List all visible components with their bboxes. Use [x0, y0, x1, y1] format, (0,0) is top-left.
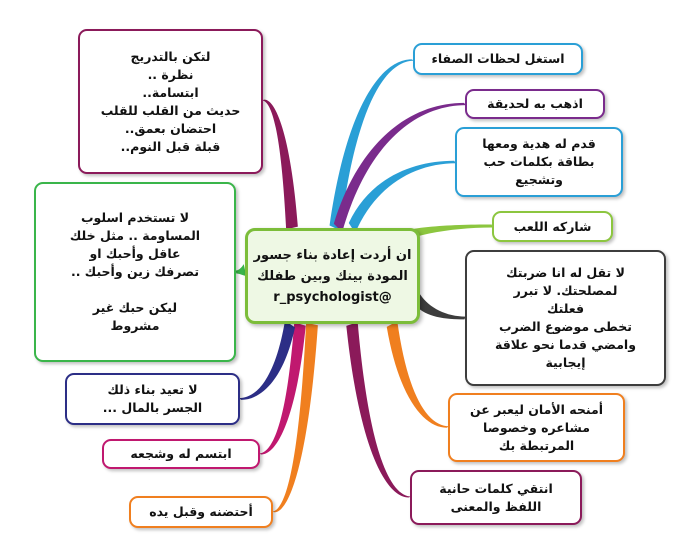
node-play-with-him	[492, 211, 613, 242]
node-no-bargaining-text: لا تستخدم اسلوب المساومة .. مثل خلك عاقل وأحبك او تصرفك زين وأحبك .. ليكن حبك غير مشروط	[69, 210, 201, 333]
node-smile-encourage-text: ابتسم له وشجعه	[130, 446, 232, 461]
node-hug-kiss-hand	[129, 496, 273, 528]
branch-dont-rebuild-money	[239, 321, 295, 400]
node-play-with-him-text: شاركه اللعب	[513, 218, 592, 234]
node-give-gift-text: قدم له هدية ومعها بطاقة بكلمات حب وتشجيع	[482, 136, 596, 187]
node-dont-say-hit	[465, 250, 666, 386]
node-gradually	[78, 29, 263, 174]
node-give-safety	[448, 393, 625, 462]
node-smile-encourage	[102, 439, 260, 469]
node-dont-say-hit-text: لا تقل له انا ضربتك لمصلحتك. لا تبرر فعلتك تخطى موضوع الضرب وامضي قدما نحو علاقة إيجابية	[495, 265, 636, 370]
node-choose-words-text: انتقي كلمات حانية اللفظ والمعنى	[439, 480, 553, 514]
node-moment-of-calm-text: استغل لحظات الصفاء	[431, 51, 565, 66]
branch-take-to-garden	[334, 103, 466, 232]
node-dont-rebuild-money	[65, 373, 240, 425]
node-no-bargaining	[34, 182, 236, 362]
central-topic	[245, 228, 420, 324]
node-dont-rebuild-money-text: لا تعيد بناء ذلك الجسر بالمال ...	[102, 382, 203, 415]
node-gradually-text: لتكن بالتدريج نظرة .. ابتسامة.. حديث من القلب للقلب احتضان بعمق.. قبلة قبل النوم..	[100, 48, 241, 154]
node-take-to-garden-text: اذهب به لحديقة	[487, 96, 583, 111]
node-take-to-garden	[465, 89, 605, 119]
node-moment-of-calm	[413, 43, 583, 75]
node-choose-words	[410, 470, 582, 525]
node-hug-kiss-hand-text: أحتضنه وقبل يده	[149, 504, 253, 519]
branch-gradually	[262, 100, 298, 230]
central-topic-text: ان أردت إعادة بناء جسور المودة بينك وبين طفلك @r_psychologist	[253, 247, 412, 305]
branch-give-safety	[387, 321, 450, 428]
node-give-safety-text: أمنحه الأمان ليعبر عن مشاعره وخصوصا المرتبطة بك	[470, 401, 603, 453]
branch-dont-say-hit	[416, 294, 466, 319]
node-give-gift	[455, 127, 623, 197]
